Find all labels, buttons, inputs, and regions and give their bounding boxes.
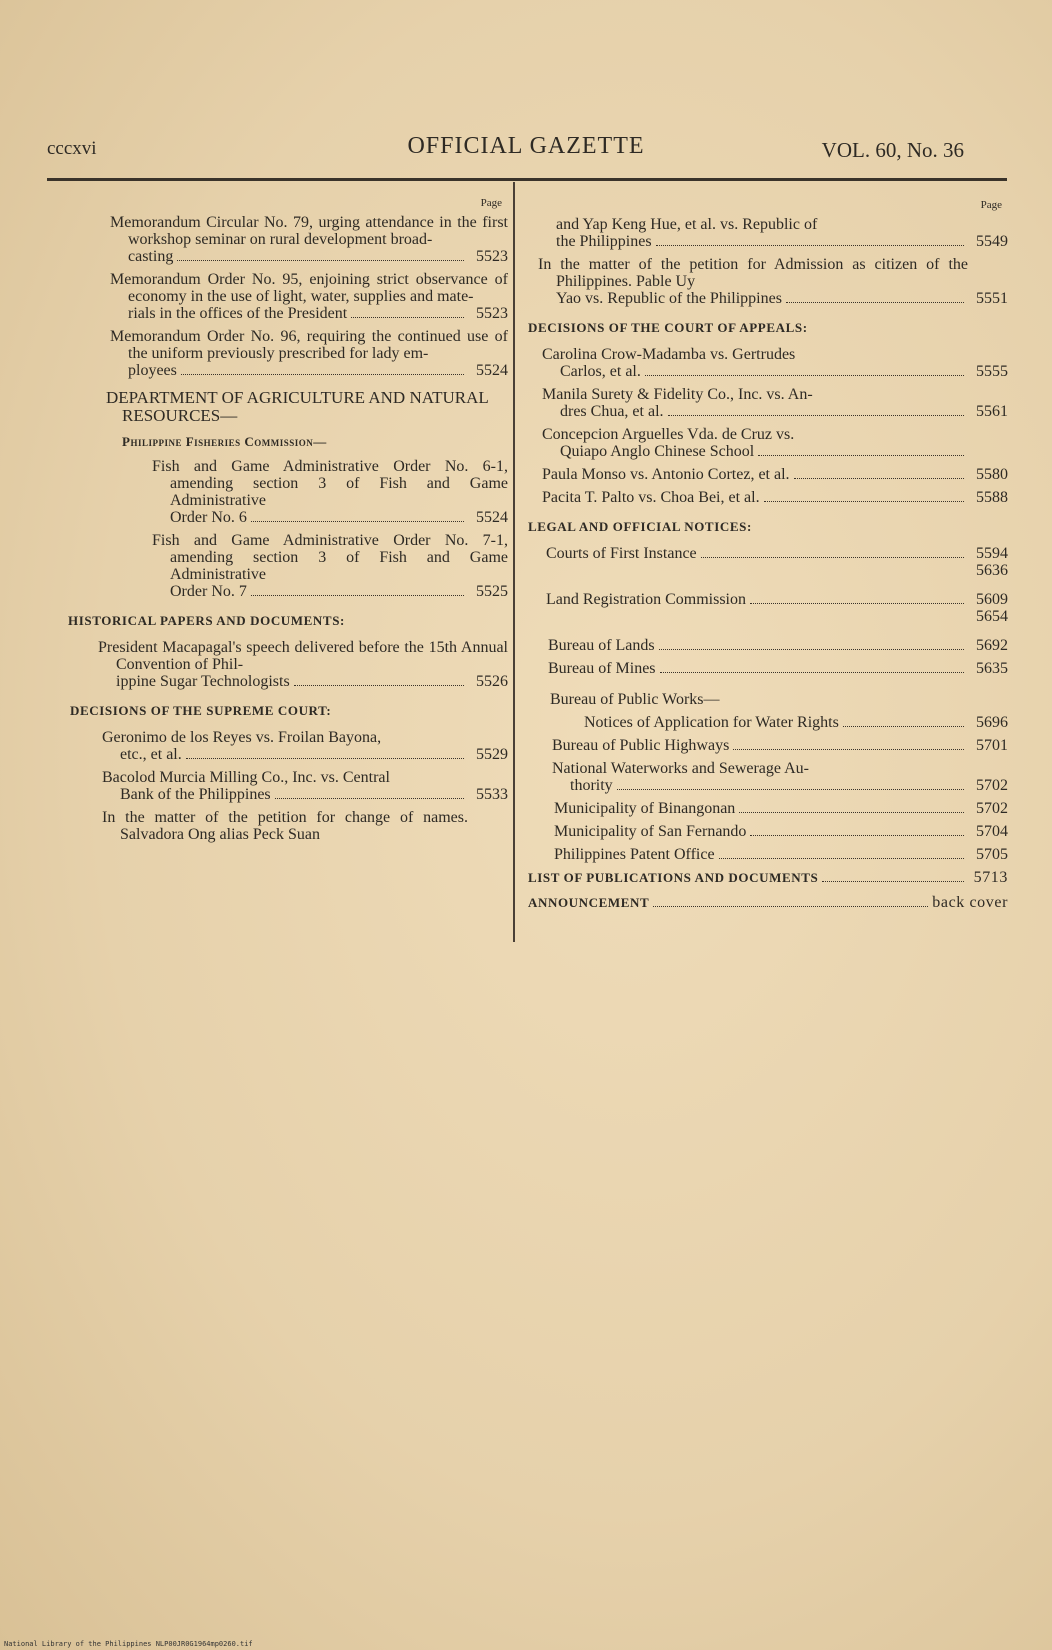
entry-page: 5523 [476, 248, 508, 265]
entry-text-last: Bureau of Mines [548, 660, 656, 677]
entry-text-last: Land Registration Commission [546, 591, 746, 608]
entry-page: 5701 [976, 737, 1008, 754]
entry-page: 5529 [476, 746, 508, 763]
entry-page: 5561 [976, 403, 1008, 420]
entry-page: 5555 [976, 363, 1008, 380]
entry-text-last: Bureau of Lands [548, 637, 655, 654]
entry-text: Memorandum Order No. 95, enjoining strict observance of economy in the use of light, water, supplies and mate- [110, 271, 508, 305]
entry-page: 5523 [476, 305, 508, 322]
entry-text: Concepcion Arguelles Vda. de Cruz vs. [542, 426, 795, 443]
entry-text-last: LIST OF PUBLICATIONS AND DOCUMENTS [528, 870, 819, 885]
entry-page: 5524 [476, 509, 508, 526]
toc-entry [528, 591, 1008, 625]
entry-page: 5704 [976, 823, 1008, 840]
entry-page: 5692 [976, 637, 1008, 654]
entry-text-last: Pacita T. Palto vs. Choa Bei, et al. [542, 489, 760, 506]
toc-entry [528, 823, 1008, 840]
entry-text-last: the Philippines [556, 233, 652, 250]
toc-entry [528, 545, 1008, 579]
entry-page: 5594 [976, 545, 1008, 562]
page-column-label: Page [980, 199, 1002, 211]
entry-text-last: Municipality of San Fernando [554, 823, 747, 840]
entry-page-2: 5654 [976, 608, 1008, 625]
toc-entry [528, 691, 1008, 708]
entry-text-last: dres Chua, et al. [560, 403, 664, 420]
toc-entry [528, 386, 1008, 420]
entry-text: Manila Surety & Fidelity Co., Inc. vs. An- [542, 386, 813, 403]
entry-page: 5702 [976, 777, 1008, 794]
right-column [528, 197, 1008, 917]
section-heading: LEGAL AND OFFICIAL NOTICES: [528, 519, 752, 534]
entry-page: 5526 [476, 673, 508, 690]
entry-page: 5635 [976, 660, 1008, 677]
entry-text: and Yap Keng Hue, et al. vs. Republic of [556, 216, 818, 233]
entry-page: 5713 [973, 869, 1008, 886]
entry-text-last: ployees [128, 362, 177, 379]
toc-entry [68, 639, 508, 690]
entry-page: 5702 [976, 800, 1008, 817]
toc-entry [528, 637, 1008, 654]
toc-entry [528, 466, 1008, 483]
entry-text: Geronimo de los Reyes vs. Froilan Bayona, [102, 729, 382, 746]
toc-entry [528, 894, 1008, 911]
entry-text-last: Bank of the Philippines [120, 786, 271, 803]
toc-entry [68, 532, 508, 600]
header-rule [47, 178, 1007, 181]
page-title: OFFICIAL GAZETTE [407, 133, 645, 159]
entry-page: 5580 [976, 466, 1008, 483]
entry-page: 5524 [476, 362, 508, 379]
entry-text-last: Order No. 6 [170, 509, 247, 526]
toc-entry [528, 714, 1008, 731]
section-heading: HISTORICAL PAPERS AND DOCUMENTS: [68, 613, 345, 628]
left-column [68, 195, 508, 849]
section-heading: DECISIONS OF THE COURT OF APPEALS: [528, 320, 808, 335]
toc-entry [528, 660, 1008, 677]
toc-entry [528, 869, 1008, 886]
toc-entry [68, 729, 508, 763]
entry-text-last: Order No. 7 [170, 583, 247, 600]
folio-number: cccxvi [47, 138, 97, 159]
entry-text-last: Carlos, et al. [560, 363, 641, 380]
entry-page: 5588 [976, 489, 1008, 506]
entry-text-last: Quiapo Anglo Chinese School [560, 443, 755, 460]
toc-entry [528, 256, 1008, 307]
toc-entry [68, 328, 508, 379]
entry-page: 5533 [476, 786, 508, 803]
toc-entry [68, 458, 508, 526]
entry-page: 5609 [976, 591, 1008, 608]
entry-text: In the matter of the petition for Admission as citizen of the Philippines. Pable Uy [538, 256, 968, 290]
toc-entry [68, 769, 508, 803]
entry-text: In the matter of the petition for change of names. Salvadora Ong alias Peck Suan [102, 809, 468, 843]
toc-entry [528, 737, 1008, 754]
subsection-heading: Philippine Fisheries Commission— [122, 434, 327, 449]
section-heading: DECISIONS OF THE SUPREME COURT: [70, 703, 332, 718]
entry-text: Memorandum Circular No. 79, urging attendance in the first workshop seminar on rural development broad- [110, 214, 508, 248]
toc-entry [68, 271, 508, 322]
entry-text: Carolina Crow-Madamba vs. Gertrudes [542, 346, 796, 363]
entry-text-last: Paula Monso vs. Antonio Cortez, et al. [542, 466, 790, 483]
entry-text-last: thority [570, 777, 613, 794]
entry-text-last: Yao vs. Republic of the Philippines [556, 290, 782, 307]
entry-text: President Macapagal's speech delivered before the 15th Annual Convention of Phil- [98, 639, 508, 673]
entry-page: 5525 [476, 583, 508, 600]
entry-page: 5696 [976, 714, 1008, 731]
toc-entry [528, 800, 1008, 817]
scan-footer: National Library of the Philippines NLP00JR0G1964mp0260.tif [4, 1640, 253, 1648]
entry-text: National Waterworks and Sewerage Au- [552, 760, 809, 777]
entry-text: Fish and Game Administrative Order No. 6-1, amending section 3 of Fish and Game Administrative [152, 458, 508, 509]
volume-number: VOL. 60, No. 36 [821, 138, 964, 162]
toc-entry [528, 489, 1008, 506]
entry-text-last: Bureau of Public Highways [552, 737, 730, 754]
toc-entry [528, 426, 1008, 460]
entry-text-last: ippine Sugar Technologists [116, 673, 290, 690]
entry-text-last: ANNOUNCEMENT [528, 895, 650, 910]
entry-page: 5705 [976, 846, 1008, 863]
entry-page: 5551 [976, 290, 1008, 307]
entry-page-2: 5636 [976, 562, 1008, 579]
entry-text: Fish and Game Administrative Order No. 7-1, amending section 3 of Fish and Game Administrative [152, 532, 508, 583]
toc-entry [528, 760, 1008, 794]
entry-text-last: casting [128, 248, 174, 265]
entry-text: Bureau of Public Works— [550, 691, 720, 708]
entry-text: Bacolod Murcia Milling Co., Inc. vs. Central [102, 769, 390, 786]
entry-text-last: Courts of First Instance [546, 545, 697, 562]
entry-page: back cover [932, 894, 1008, 911]
entry-text-last: Notices of Application for Water Rights [584, 714, 839, 731]
department-heading: DEPARTMENT OF AGRICULTURE AND NATURAL RESOURCES— [106, 388, 489, 425]
entry-text-last: Municipality of Binangonan [554, 800, 736, 817]
page-column-label: Page [480, 197, 502, 209]
entry-text-last: etc., et al. [120, 746, 182, 763]
entry-text-last: Philippines Patent Office [554, 846, 715, 863]
column-divider [513, 182, 515, 942]
toc-entry [528, 346, 1008, 380]
toc-entry [528, 846, 1008, 863]
toc-entry [68, 809, 508, 843]
toc-entry [528, 216, 1008, 250]
toc-entry [68, 214, 508, 265]
entry-text-last: rials in the offices of the President [128, 305, 348, 322]
entry-page: 5549 [976, 233, 1008, 250]
entry-text: Memorandum Order No. 96, requiring the continued use of the uniform previously prescribed for lady em- [110, 328, 508, 362]
